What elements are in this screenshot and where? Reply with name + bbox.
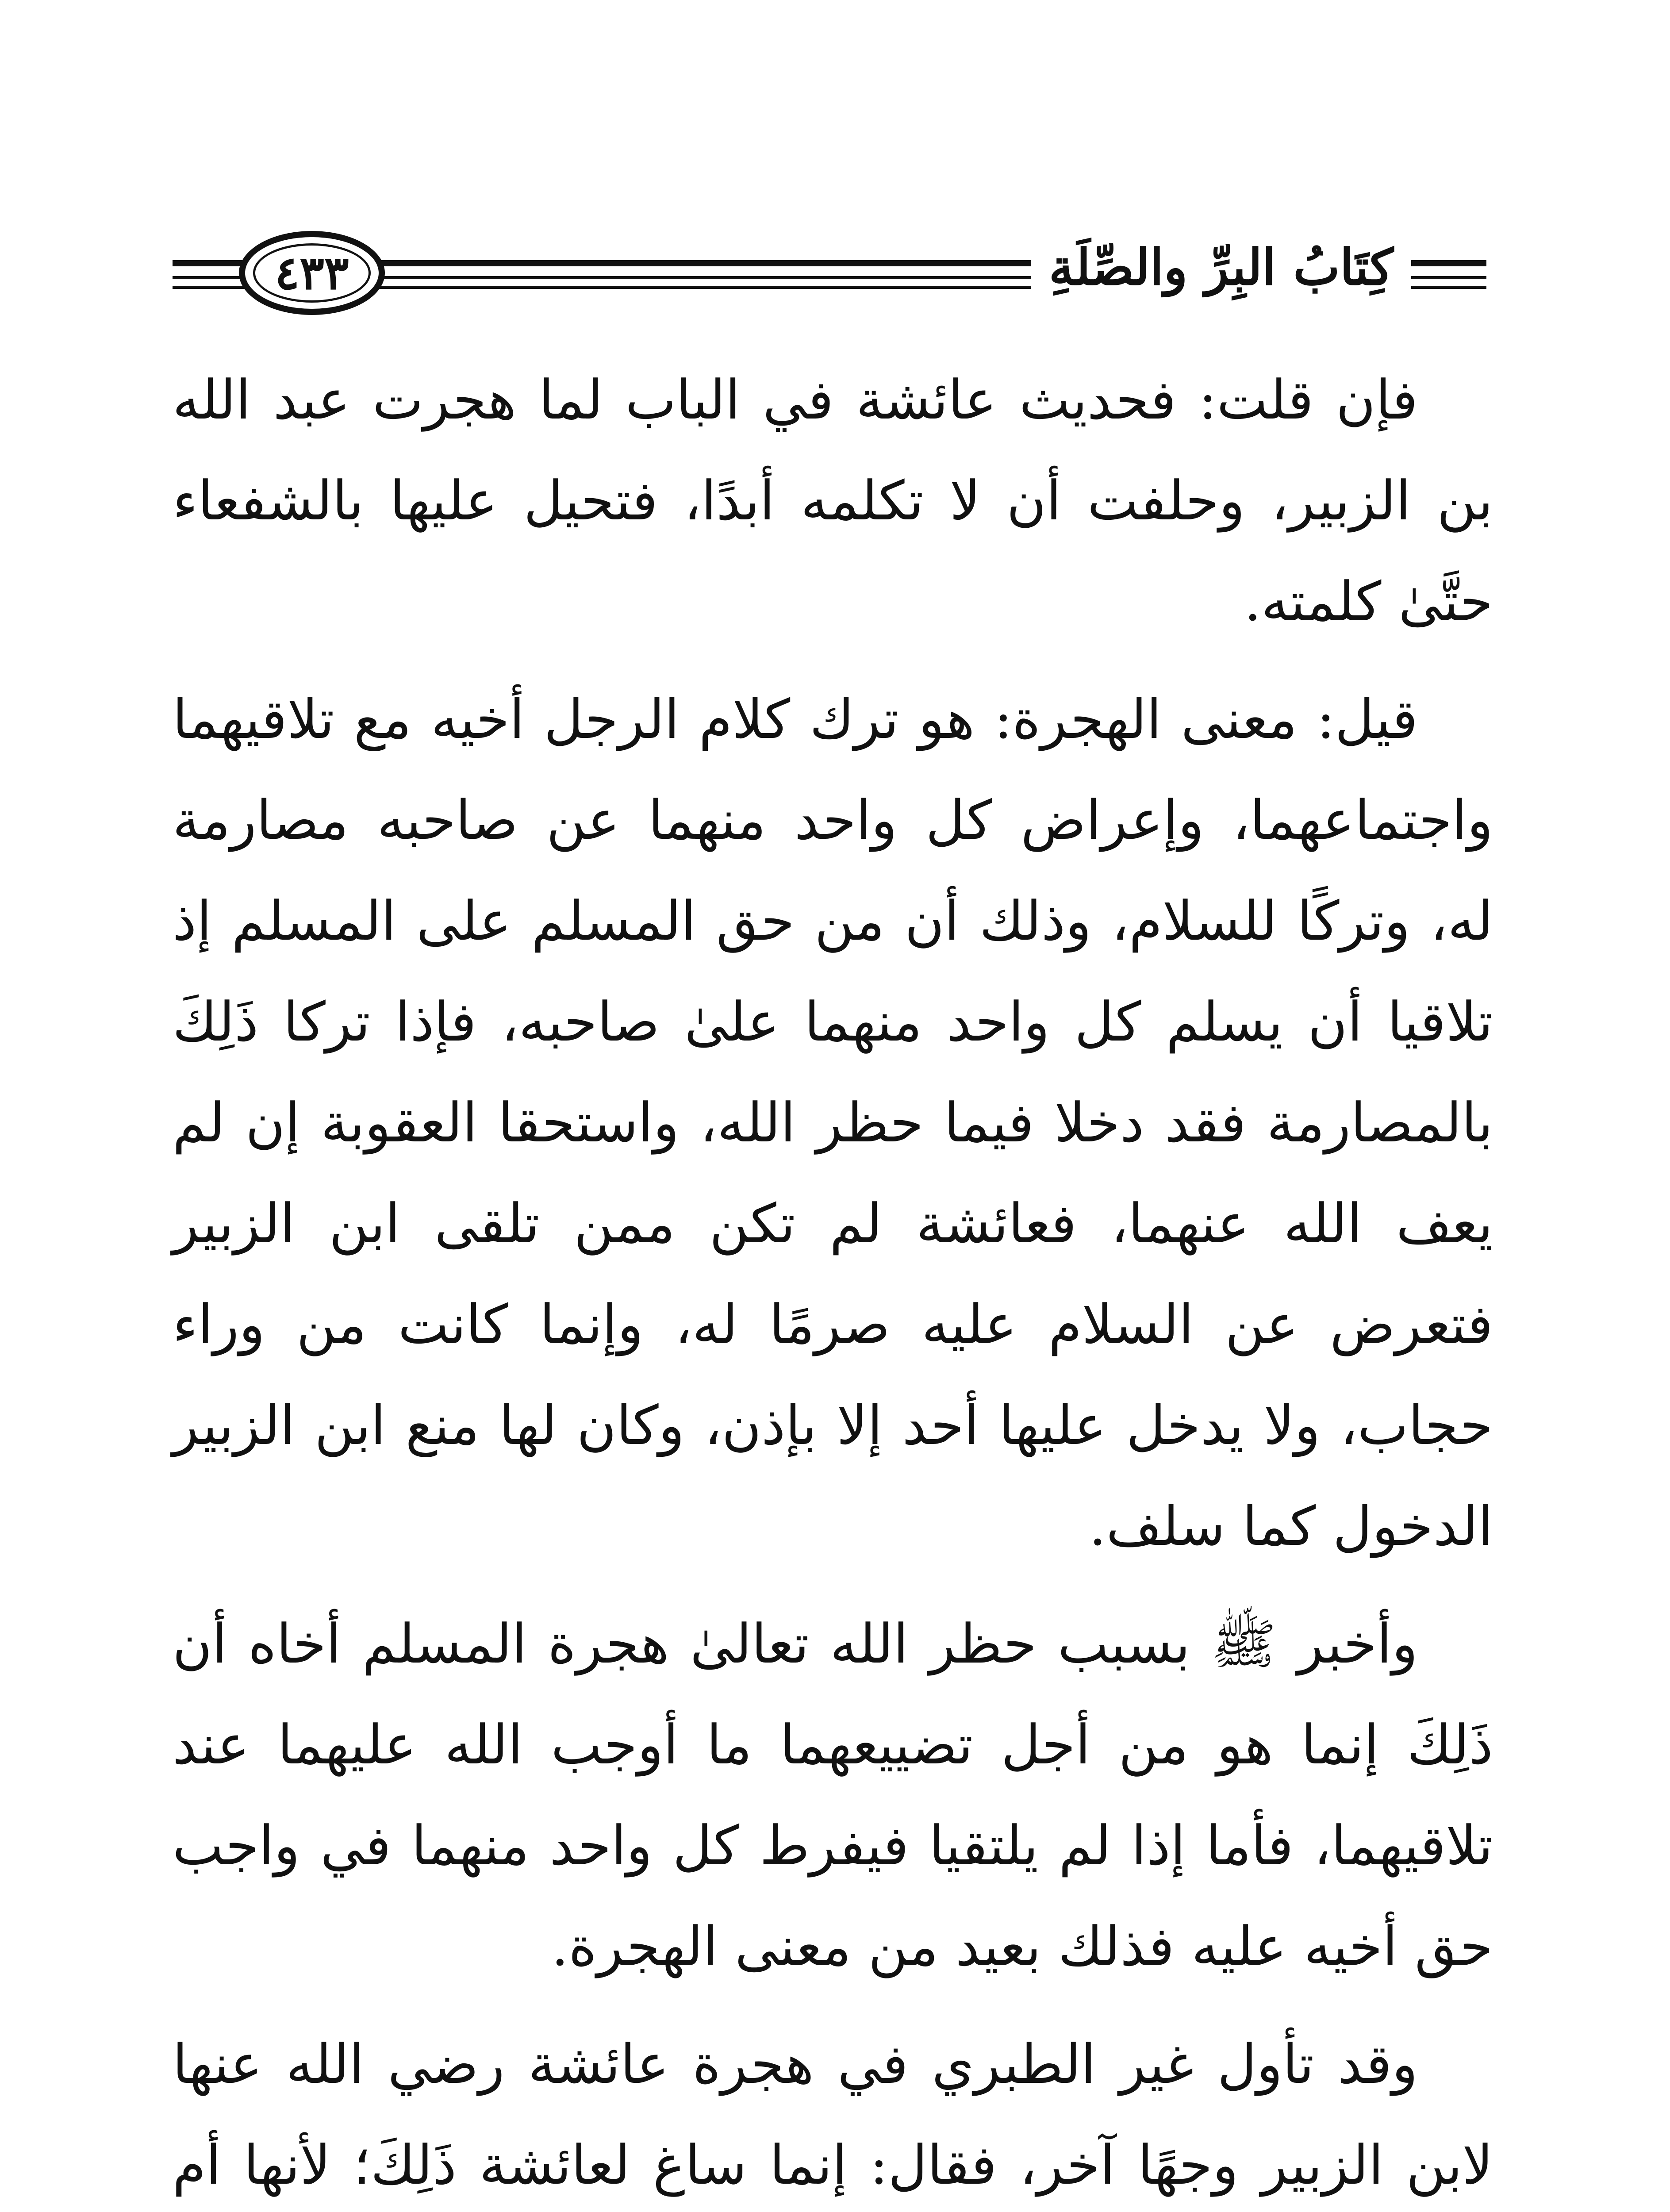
book-title: كِتَابُ البِرِّ والصِّلَةِ: [1031, 234, 1411, 301]
page-number: ٤٣٣: [275, 246, 349, 300]
page-content: [173, 349, 1493, 2212]
paragraph: وأخبر ﷺ بسبب حظر الله تعالىٰ هجرة المسلم أخاه أن ذَلِكَ إنما هو من أجل تضييعهما ما أوجب الله عليهما عند تلاقيهما، فأما إذا لم يلتقيا فيفرط كل واحد منهما في واجب حق أخيه عليه فذلك بعيد من معنى الهجرة.: [173, 1613, 1493, 1978]
paragraph: فإن قلت: فحديث عائشة في الباب لما هجرت عبد الله بن الزبير، وحلفت أن لا تكلمه أبدًا، فتحيل عليها بالشفعاء حتَّىٰ كلمته.: [173, 369, 1493, 633]
page-header: [173, 221, 1486, 323]
paragraph: قيل: معنى الهجرة: هو ترك كلام الرجل أخيه مع تلاقيهما واجتماعهما، وإعراض كل واحد منهما عن صاحبه مصارمة له، وتركًا للسلام، وذلك أن من حق المسلم على المسلم إذ تلاقيا أن يسلم كل واحد منهما علىٰ صاحبه، فإذا تركا ذَلِكَ بالمصارمة فقد دخلا فيما حظر الله، واستحقا العقوبة إن لم يعف الله عنهما، فعائشة لم تكن ممن تلقى ابن الزبير فتعرض عن السلام عليه صرمًا له، وإنما كانت من وراء حجاب، ولا يدخل عليها أحد إلا بإذن، وكان لها منع ابن الزبير الدخول كما سلف.: [173, 688, 1493, 1558]
paragraph: وقد تأول غير الطبري في هجرة عائشة رضي الله عنها لابن الزبير وجهًا آخر، فقال: إنما ساغ لعائشة ذَلِكَ؛ لأنها أم: [173, 2033, 1493, 2197]
page-number-badge: [239, 231, 385, 315]
